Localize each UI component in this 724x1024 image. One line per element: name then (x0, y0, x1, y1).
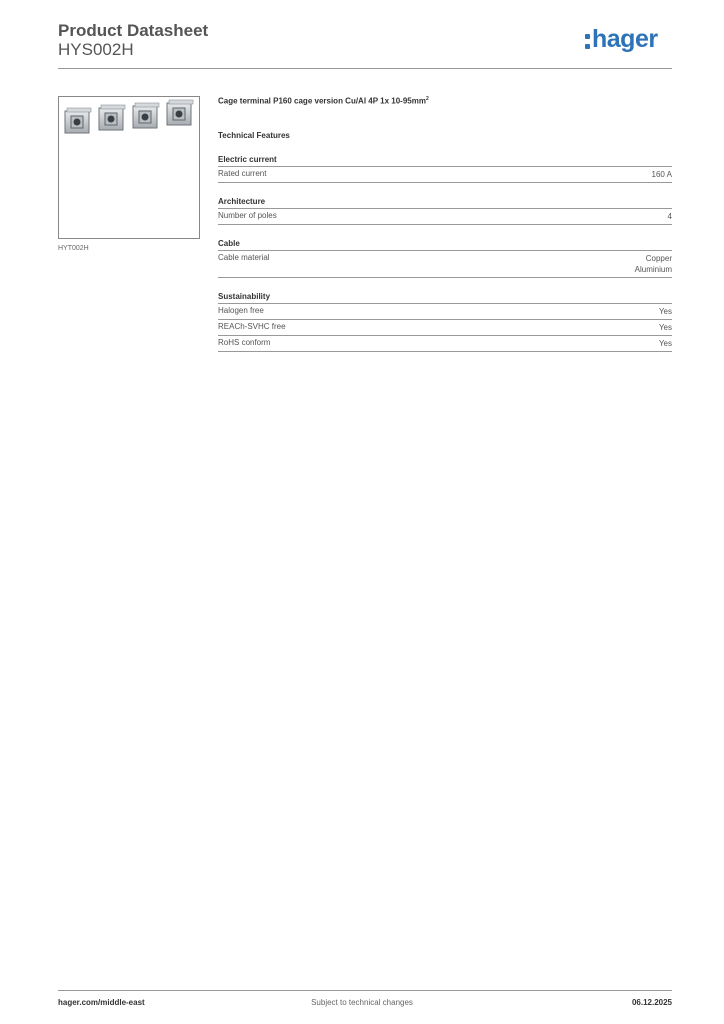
feature-section (218, 155, 672, 183)
logo-wordmark: hager (592, 25, 658, 53)
feature-row (218, 251, 672, 278)
logo-dots-icon (585, 34, 590, 52)
feature-value (668, 211, 672, 222)
technical-features-heading: Technical Features (218, 130, 290, 140)
feature-value (659, 306, 672, 317)
footer-date: 06.12.2025 (631, 998, 672, 1007)
feature-value-line: Aluminium (634, 264, 672, 274)
page-title: Product Datasheet (58, 21, 209, 40)
section-title: Cable (218, 239, 672, 251)
feature-row (218, 167, 672, 183)
product-image (58, 96, 200, 239)
header-divider (58, 68, 672, 69)
feature-row (218, 336, 672, 352)
image-caption: HYT002H (58, 245, 89, 252)
product-code: HYS002H (58, 40, 134, 59)
feature-value (652, 169, 672, 180)
section-title: Sustainability (218, 292, 672, 304)
feature-value-line: Yes (658, 338, 672, 348)
product-title: Cage terminal P160 cage version Cu/Al 4P 1x $10-95mm^2$ (218, 96, 429, 106)
footer-divider (58, 990, 672, 991)
feature-value (635, 253, 672, 275)
feature-label: Number of poles (218, 210, 277, 220)
feature-value-line: Copper (645, 253, 672, 263)
footer-website[interactable]: hager.com/middle-east (58, 998, 145, 1007)
feature-section (218, 292, 672, 352)
feature-value-line: 4 (667, 211, 672, 221)
feature-section (218, 197, 672, 225)
product-title-sup: 2 (425, 96, 429, 102)
feature-label: Cable material (218, 252, 270, 262)
feature-label: RoHS conform (218, 337, 271, 347)
feature-value (659, 322, 672, 333)
feature-row (218, 304, 672, 320)
product-details (218, 96, 672, 366)
feature-label: Rated current (218, 168, 267, 178)
feature-value-line: Yes (658, 306, 672, 316)
feature-row (218, 320, 672, 336)
feature-value-line: 160 A (651, 169, 672, 179)
feature-value-line: Yes (658, 322, 672, 332)
section-title: Electric current (218, 155, 672, 167)
feature-label: REACh-SVHC free (218, 321, 286, 331)
feature-sections (218, 155, 672, 352)
section-title: Architecture (218, 197, 672, 209)
feature-label: Halogen free (218, 305, 264, 315)
feature-row (218, 209, 672, 225)
feature-value (659, 338, 672, 349)
cage-terminal-4pole-icon (59, 97, 199, 238)
footer-note: Subject to technical changes (311, 998, 413, 1007)
hager-logo (582, 25, 672, 56)
feature-section (218, 239, 672, 278)
